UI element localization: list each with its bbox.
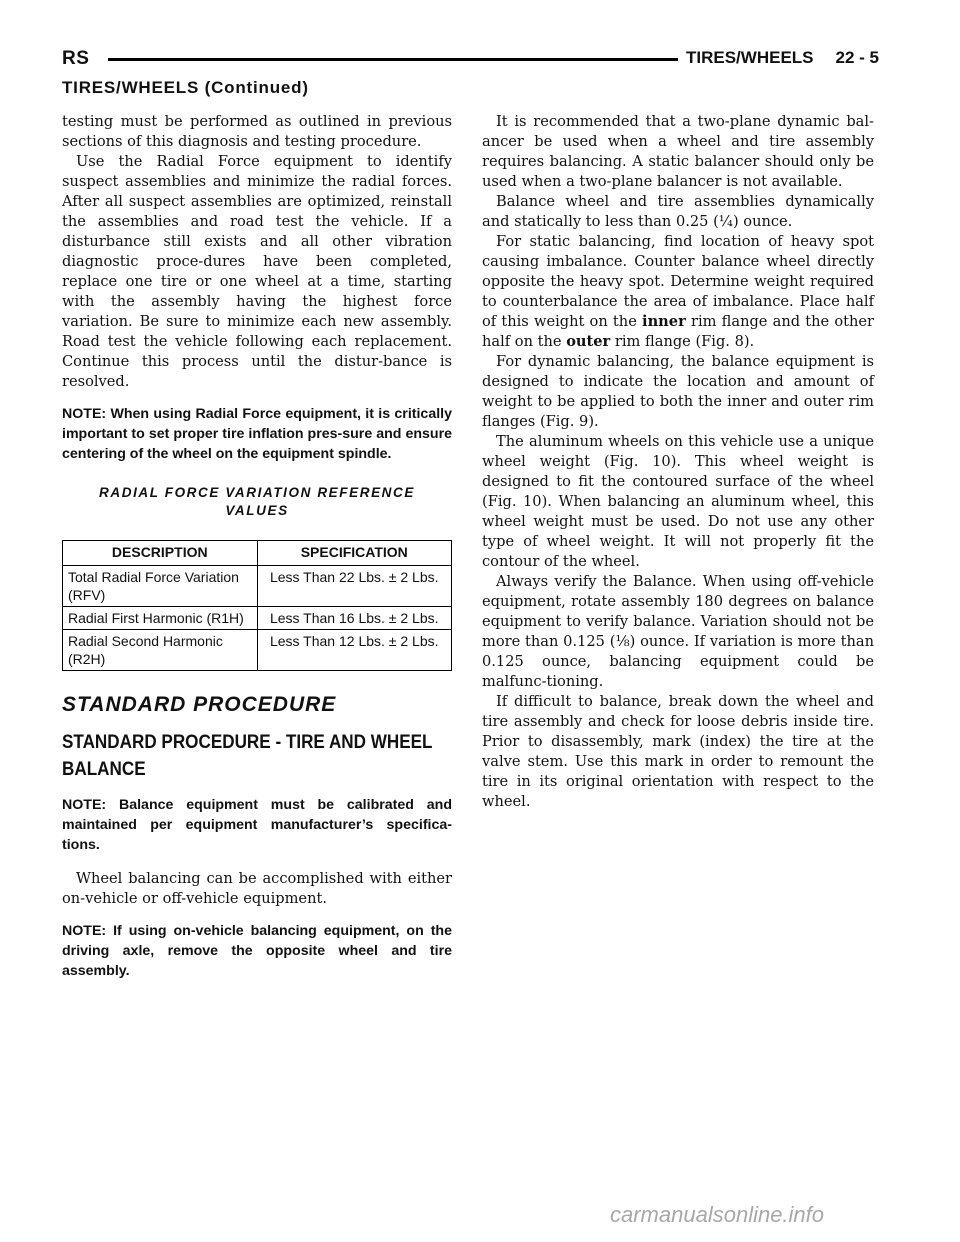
note: NOTE: If using on-vehicle balancing equipment, on the driving axle, remove the opposite wheel and tire assembly. <box>62 923 452 979</box>
paragraph: Balance wheel and tire assemblies dynamically and statically to less than 0.25 (¼) ounce. <box>482 193 874 230</box>
footer-watermark: carmanualsonline.info <box>610 1202 825 1227</box>
emphasis-outer: outer <box>566 333 611 350</box>
table-cell: Less Than 16 Lbs. ± 2 Lbs. <box>257 607 452 630</box>
table-cell: Less Than 22 Lbs. ± 2 Lbs. <box>257 566 452 607</box>
paragraph: Wheel balancing can be accomplished with either on-vehicle or off-vehicle equipment. <box>62 870 452 907</box>
paragraph: Use the Radial Force equipment to identify suspect assemblies and minimize the radial forces. After all suspect assemblies are optimized, reinstall the assemblies and road test the vehicle. If a disturbance still exists and all other vibration diagnostic proce-dures have been completed, replace one tire or one wheel at a time, starting with the assembly having the highest force variation. Be sure to minimize each new assembly. Road test the vehicle following each replacement. Continue this process until the distur-bance is resolved. <box>62 153 452 390</box>
table-cell: Radial First Harmonic (R1H) <box>63 607 258 630</box>
radial-force-table <box>62 540 452 671</box>
paragraph: For dynamic balancing, the balance equipment is designed to indicate the location and amount of weight to be applied to both the inner and outer rim flanges (Fig. 9). <box>482 353 874 430</box>
paragraph: The aluminum wheels on this vehicle use a unique wheel weight (Fig. 10). This wheel weight is designed to fit the contoured surface of the wheel (Fig. 10). When balancing an aluminum wheel, this wheel weight must be used. Do not use any other type of wheel weight. It will not properly fit the contour of the wheel. <box>482 433 874 570</box>
right-column <box>482 112 874 812</box>
section-continued-title: TIRES/WHEELS (Continued) <box>62 78 309 97</box>
emphasis-inner: inner <box>642 313 686 330</box>
header-rule <box>108 58 678 61</box>
paragraph: If difficult to balance, break down the wheel and tire assembly and check for loose debris inside tire. Prior to disassembly, mark (index) the tire at the valve stem. Use this mark in order to remount the tire in its original orientation with respect to the wheel. <box>482 693 874 810</box>
text-span: rim flange (Fig. 8). <box>614 333 755 350</box>
page-number: 22 - 5 <box>835 48 879 67</box>
paragraph: Always verify the Balance. When using off-vehicle equipment, rotate assembly 180 degrees on balance equipment to verify balance. Variation should not be more than 0.125 (⅛) ounce. If variation is more than 0.125 ounce, balancing equipment could be malfunc-tioning. <box>482 573 874 690</box>
paragraph: It is recommended that a two-plane dynamic bal-ancer be used when a wheel and tire assembly requires balancing. A static balancer should only be used when a two-plane balancer is not available. <box>482 113 874 190</box>
header-model-code: RS <box>62 48 90 69</box>
table-row <box>63 630 452 671</box>
heading-tire-wheel-balance: STANDARD PROCEDURE - TIRE AND WHEEL BALANCE <box>62 732 433 780</box>
table-header-cell: DESCRIPTION <box>63 541 258 566</box>
table-title: RADIAL FORCE VARIATION REFERENCE VALUES <box>99 485 415 518</box>
table-row <box>63 566 452 607</box>
text-span: rim flange and the other half on the <box>482 313 875 350</box>
table-header-cell: SPECIFICATION <box>257 541 452 566</box>
note: NOTE: Balance equipment must be calibrated and maintained per equipment manufacturer’s specifica-tions. <box>62 797 452 853</box>
table-header-row <box>63 541 452 566</box>
text-span: For static balancing, find location of heavy spot causing imbalance. Counter balance wheel directly opposite the heavy spot. Determine weight required to counterbalance the area of imbalance. Place half of this weight on the <box>482 233 874 330</box>
table-cell: Less Than 12 Lbs. ± 2 Lbs. <box>257 630 452 671</box>
paragraph: testing must be performed as outlined in previous sections of this diagnosis and testing procedure. <box>62 113 452 150</box>
table-cell: Radial Second Harmonic (R2H) <box>63 630 258 671</box>
heading-standard-procedure: STANDARD PROCEDURE <box>62 693 337 716</box>
note: NOTE: When using Radial Force equipment, it is critically important to set proper tire inflation pres-sure and ensure centering of the wheel on the equipment spindle. <box>62 406 452 462</box>
paragraph <box>482 232 874 352</box>
table-cell: Total Radial Force Variation (RFV) <box>63 566 258 607</box>
table-row <box>63 607 452 630</box>
left-column <box>62 112 452 981</box>
header-section-title: TIRES/WHEELS <box>686 48 814 67</box>
header-section <box>686 48 879 68</box>
